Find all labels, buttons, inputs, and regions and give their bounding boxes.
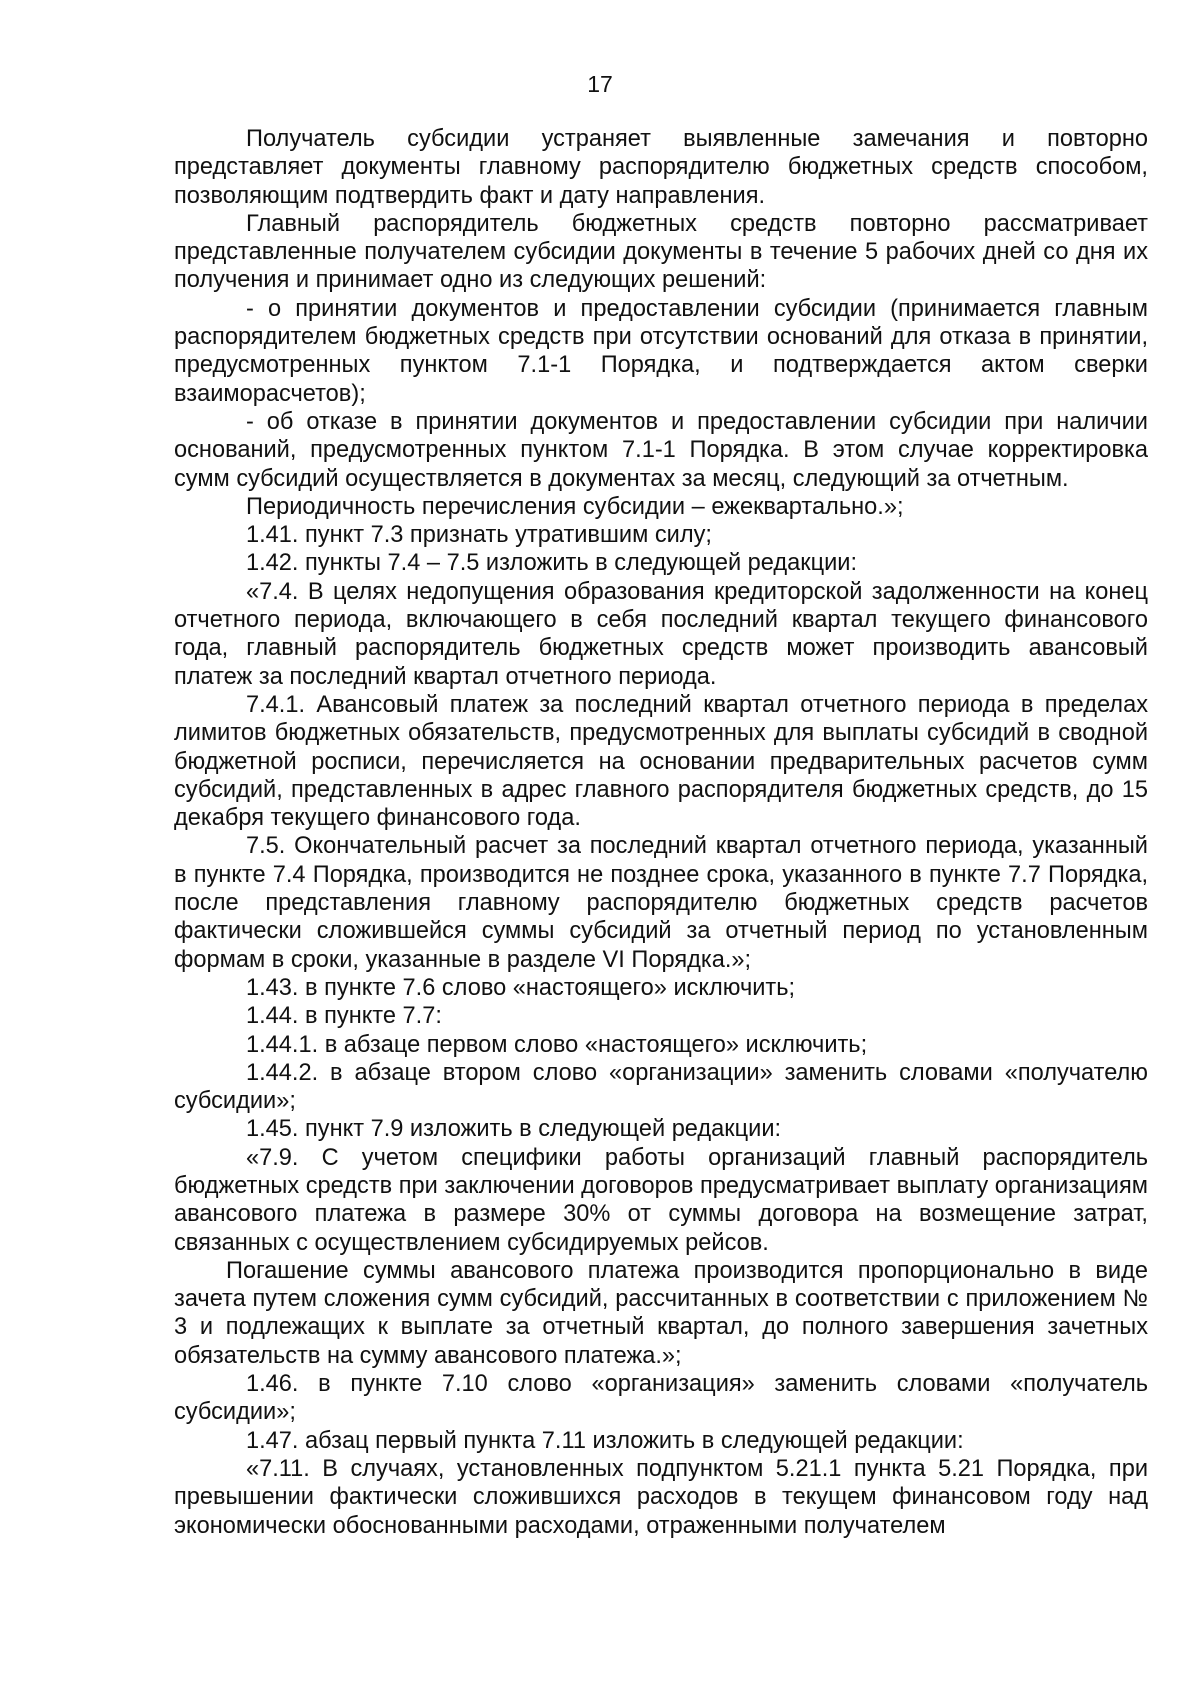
paragraph: - о принятии документов и предоставлении субсидии (принимается главным распорядителем бюджетных средств при отсутствии оснований для отказа в принятии, предусмотренных пунктом 7.1-1 Порядка, и подтверждается актом сверки взаиморасчетов); bbox=[174, 295, 1148, 407]
paragraph: 1.46. в пункте 7.10 слово «организация» заменить словами «получатель субсидии»; bbox=[174, 1371, 1148, 1426]
paragraph: 1.44.1. в абзаце первом слово «настоящего» исключить; bbox=[246, 1031, 868, 1058]
paragraph: 1.41. пункт 7.3 признать утратившим силу; bbox=[246, 522, 712, 549]
paragraph: 1.47. абзац первый пункта 7.11 изложить в следующей редакции: bbox=[246, 1427, 964, 1454]
paragraph: «7.4. В целях недопущения образования кредиторской задолженности на конец отчетного периода, включающего в себя последний квартал текущего финансового года, главный распорядитель бюджетных средств может производить авансовый платеж за последний квартал отчетного периода. bbox=[174, 578, 1148, 690]
paragraph: 1.44. в пункте 7.7: bbox=[246, 1003, 442, 1030]
paragraph: 7.5. Окончательный расчет за последний квартал отчетного периода, указанный в пункте 7.4 Порядка, производится не позднее срока, указанного в пункте 7.7 Порядка, после представления главному распорядителю бюджетных средств расчетов фактически сложившейся суммы субсидий за отчетный период по установленным формам в сроки, указанные в разделе VI Порядка.»; bbox=[174, 833, 1148, 973]
paragraph: Периодичность перечисления субсидии – ежеквартально.»; bbox=[246, 493, 904, 520]
paragraph: «7.11. В случаях, установленных подпунктом 5.21.1 пункта 5.21 Порядка, при превышении фактически сложившихся расходов в текущем финансовом году над экономически обоснованными расходами, отраженными получателем bbox=[174, 1455, 1148, 1539]
paragraph: 1.44.2. в абзаце втором слово «организации» заменить словами «получателю субсидии»; bbox=[174, 1059, 1148, 1115]
page-number: 17 bbox=[587, 71, 613, 97]
paragraph: 1.42. пункты 7.4 – 7.5 изложить в следующей редакции: bbox=[246, 550, 858, 577]
paragraph: Погашение суммы авансового платежа производится пропорционально в виде зачета путем сложения сумм субсидий, рассчитанных в соответствии с приложением № 3 и подлежащих к выплате за отчетный квартал, до полного завершения зачетных обязательств на сумму авансового платежа.»; bbox=[174, 1257, 1148, 1369]
paragraph: Главный распорядитель бюджетных средств повторно рассматривает представленные получателем субсидии документы в течение 5 рабочих дней со дня их получения и принимает одно из следующих решений: bbox=[174, 210, 1148, 294]
paragraph: 1.45. пункт 7.9 изложить в следующей редакции: bbox=[246, 1116, 782, 1143]
paragraph: - об отказе в принятии документов и предоставлении субсидии при наличии оснований, предусмотренных пунктом 7.1-1 Порядка. В этом случае корректировка сумм субсидий осуществляется в документах за месяц, следующий за отчетным. bbox=[174, 408, 1148, 492]
paragraph: 1.43. в пункте 7.6 слово «настоящего» исключить; bbox=[246, 974, 796, 1001]
document-body bbox=[174, 125, 1148, 1540]
paragraph: Получатель субсидии устраняет выявленные замечания и повторно представляет документы главному распорядителю бюджетных средств способом, позволяющим подтвердить факт и дату направления. bbox=[174, 126, 1148, 209]
paragraph: «7.9. С учетом специфики работы организаций главный распорядитель бюджетных средств при заключении договоров предусматривает выплату организациям авансового платежа в размере 30% от суммы договора на возмещение затрат, связанных с осуществлением субсидируемых рейсов. bbox=[174, 1144, 1148, 1256]
paragraph: 7.4.1. Авансовый платеж за последний квартал отчетного периода в пределах лимитов бюджетных обязательств, предусмотренных для выплаты субсидий в сводной бюджетной росписи, перечисляется на основании предварительных расчетов сумм субсидий, представленных в адрес главного распорядителя бюджетных средств, до 15 декабря текущего финансового года. bbox=[174, 691, 1148, 832]
